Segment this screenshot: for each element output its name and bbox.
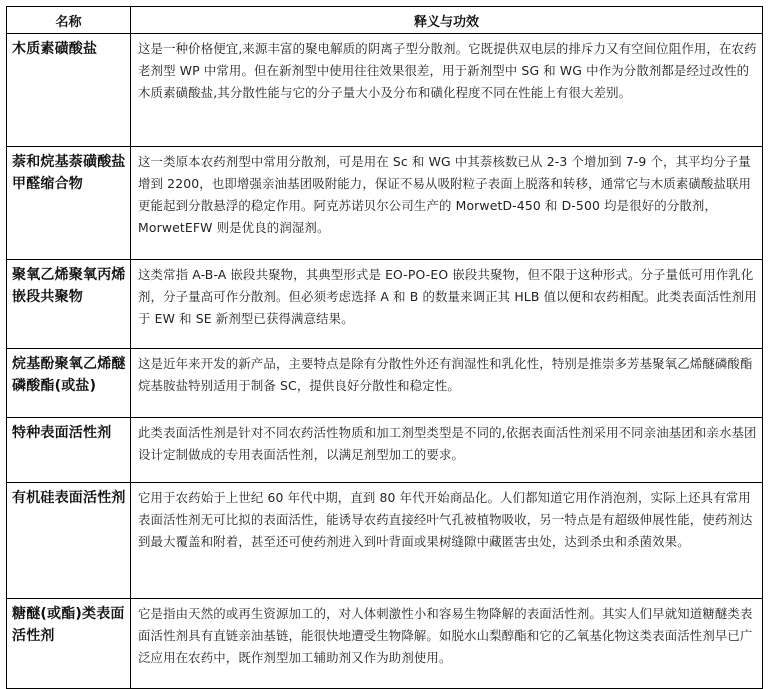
row-description: 此类表面活性剂是针对不同农药活性物质和加工剂型类型是不同的,依据表面活性剂采用不同亲油基团和亲水基团设计定制做成的专用表面活性剂，以满足剂型加工的要求。 [131, 418, 763, 483]
table-row [7, 483, 763, 599]
table-header-row [7, 7, 763, 34]
header-description: 释义与功效 [131, 7, 763, 34]
row-name: 特种表面活性剂 [7, 418, 131, 483]
table-row [7, 147, 763, 260]
table-row [7, 34, 763, 147]
row-description: 它是指由天然的或再生资源加工的，对人体刺激性小和容易生物降解的表面活性剂。其实人们早就知道糖醚类表面活性剂具有直链亲油基链，能很快地遭受生物降解。如脱水山梨醇酯和它的乙氧基化物这类表面活性剂早已广泛应用在农药中，既作剂型加工辅助剂又作为助剂使用。 [131, 599, 763, 689]
row-name: 木质素磺酸盐 [7, 34, 131, 147]
row-description: 这一类原本农药剂型中常用分散剂，可是用在 Sc 和 WG 中其萘核数已从 2-3 个增加到 7-9 个，其平均分子量增到 2200，也即增强亲油基团吸附能力，保证不易从吸附粒子表面上脱落和转移，通常它与木质素磺酸盐联用更能起到分散悬浮的稳定作用。阿克苏诺贝尔公司生产的 MorwetD-450 和 D-500 均是很好的分散剂，MorwetEFW 则是优良的润湿剂。 [131, 147, 763, 260]
row-name: 烷基酚聚氧乙烯醚磷酸酯(或盐) [7, 349, 131, 418]
row-description: 这是近年来开发的新产品，主要特点是除有分散性外还有润湿性和乳化性，特别是推崇多芳基聚氧乙烯醚磷酸酯烷基胺盐特别适用于制备 SC，提供良好分散性和稳定性。 [131, 349, 763, 418]
surfactant-table [6, 6, 763, 689]
row-description: 这是一种价格便宜,来源丰富的聚电解质的阴离子型分散剂。它既提供双电层的排斥力又有空间位阻作用，在农药老剂型 WP 中常用。但在新剂型中使用往往效果很差，用于新剂型中 SG 和 WG 中作为分散剂都是经过改性的木质素磺酸盐,其分散性能与它的分子量大小及分布和磺化程度不同在性能上有很大差别。 [131, 34, 763, 147]
row-name: 糖醚(或酯)类表面活性剂 [7, 599, 131, 689]
row-name: 聚氧乙烯聚氧丙烯嵌段共聚物 [7, 260, 131, 349]
header-name: 名称 [7, 7, 131, 34]
table-row [7, 599, 763, 689]
table-row [7, 418, 763, 483]
row-name: 萘和烷基萘磺酸盐甲醛缩合物 [7, 147, 131, 260]
row-description: 这类常指 A-B-A 嵌段共聚物，其典型形式是 EO-PO-EO 嵌段共聚物，但不限于这种形式。分子量低可用作乳化剂，分子量高可作分散剂。但必须考虑选择 A 和 B 的数量来调正其 HLB 值以便和农药相配。此类表面活性剂用于 EW 和 SE 新剂型已获得满意结果。 [131, 260, 763, 349]
row-description: 它用于农药始于上世纪 60 年代中期，直到 80 年代开始商品化。人们都知道它用作消泡剂，实际上还具有常用表面活性剂无可比拟的表面活性，能诱导农药直接经叶气孔被植物吸收，另一特点是有超级伸展性能，使药剂达到最大覆盖和附着，甚至还可使药剂进入到叶背面或果树缝隙中藏匿害虫处，达到杀虫和杀菌效果。 [131, 483, 763, 599]
table-row [7, 349, 763, 418]
row-name: 有机硅表面活性剂 [7, 483, 131, 599]
table-row [7, 260, 763, 349]
